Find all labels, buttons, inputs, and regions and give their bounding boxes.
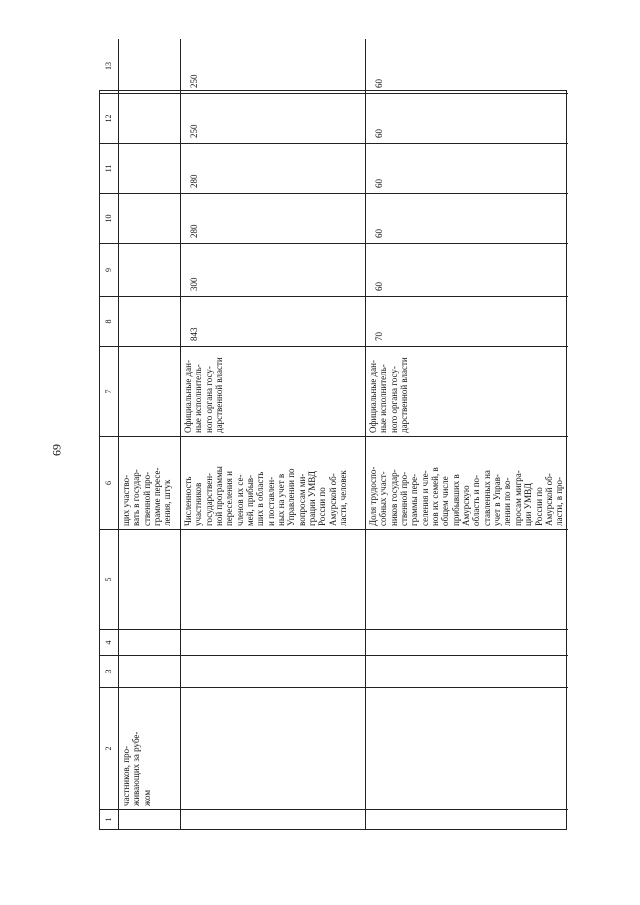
row-1-cell-11 xyxy=(119,143,181,193)
row-1-cell-6: щих участво- вать в государ- ственной про- грамме пересе- ления, штук xyxy=(119,436,181,529)
row-1-cell-2: частников, про- живающих за рубе- жом xyxy=(119,687,181,809)
row-2-cell-1 xyxy=(181,809,366,829)
header-cell-9: 9 xyxy=(100,243,119,296)
row-3-cell-1 xyxy=(366,809,568,829)
row-2-cell-2 xyxy=(181,687,366,809)
row-3-cell-6: Доля трудоспо- собных участ- ников государ- ственной про- граммы пере- селения и чле- нов их семей, в общем числе прибывших в Амурскую область и по- ставленных на учет в Управ- лении по во- просам мигра- ции УМВД России по Амурской об- ласти, в про- xyxy=(366,436,568,529)
row-1-cell-13 xyxy=(119,39,181,93)
row-3-cell-12: 60 xyxy=(366,93,568,143)
row-3-cell-8: 70 xyxy=(366,296,568,346)
header-cell-13: 13 xyxy=(100,39,119,93)
row-1-cell-1 xyxy=(119,809,181,829)
row-3-cell-3 xyxy=(366,655,568,687)
header-cell-2: 2 xyxy=(100,687,119,809)
header-cell-1: 1 xyxy=(100,809,119,829)
header-cell-8: 8 xyxy=(100,296,119,346)
row-2-cell-12: 250 xyxy=(181,93,366,143)
row-2-cell-9: 300 xyxy=(181,243,366,296)
header-cell-3: 3 xyxy=(100,655,119,687)
row-1-cell-5 xyxy=(119,529,181,629)
row-1-cell-7 xyxy=(119,346,181,436)
row-1-cell-12 xyxy=(119,93,181,143)
header-cell-6: 6 xyxy=(100,436,119,529)
row-2-cell-11: 280 xyxy=(181,143,366,193)
header-cell-4: 4 xyxy=(100,629,119,655)
row-1-cell-4 xyxy=(119,629,181,655)
row-2-cell-13: 250 xyxy=(181,39,366,93)
row-2-cell-8: 843 xyxy=(181,296,366,346)
row-2-cell-5 xyxy=(181,529,366,629)
row-3-cell-10: 60 xyxy=(366,193,568,243)
header-cell-5: 5 xyxy=(100,529,119,629)
row-3-cell-4 xyxy=(366,629,568,655)
row-3-cell-9: 60 xyxy=(366,243,568,296)
header-cell-7: 7 xyxy=(100,346,119,436)
row-3-cell-2 xyxy=(366,687,568,809)
row-2-cell-6: Численность участников государствен- ной программы переселения и членов их се- мей, прибыв- ших в область и поставлен- ных на учет в Управлении по вопросам ми- грации УМВД России по Амурской об- ласти, человек xyxy=(181,436,366,529)
row-1-cell-10 xyxy=(119,193,181,243)
page-number: 69 xyxy=(49,444,64,456)
row-3-cell-5 xyxy=(366,529,568,629)
row-2-cell-3 xyxy=(181,655,366,687)
row-1-cell-9 xyxy=(119,243,181,296)
header-cell-10: 10 xyxy=(100,193,119,243)
row-3-cell-13: 60 xyxy=(374,79,384,88)
row-2-cell-4 xyxy=(181,629,366,655)
row-3-cell-11: 60 xyxy=(366,143,568,193)
row-2-cell-10: 280 xyxy=(181,193,366,243)
header-cell-11: 11 xyxy=(100,143,119,193)
row-2-cell-7: Официальные дан- ные исполнитель- ного органа госу- дарственной власти xyxy=(181,346,366,436)
row-1-cell-3 xyxy=(119,655,181,687)
table-area xyxy=(99,62,567,830)
row-1-cell-8 xyxy=(119,296,181,346)
indicators-table xyxy=(99,62,567,830)
header-cell-12: 12 xyxy=(100,93,119,143)
row-3-cell-7: Официальные дан- ные исполнитель- ного органа госу- дарственной власти xyxy=(366,346,568,436)
